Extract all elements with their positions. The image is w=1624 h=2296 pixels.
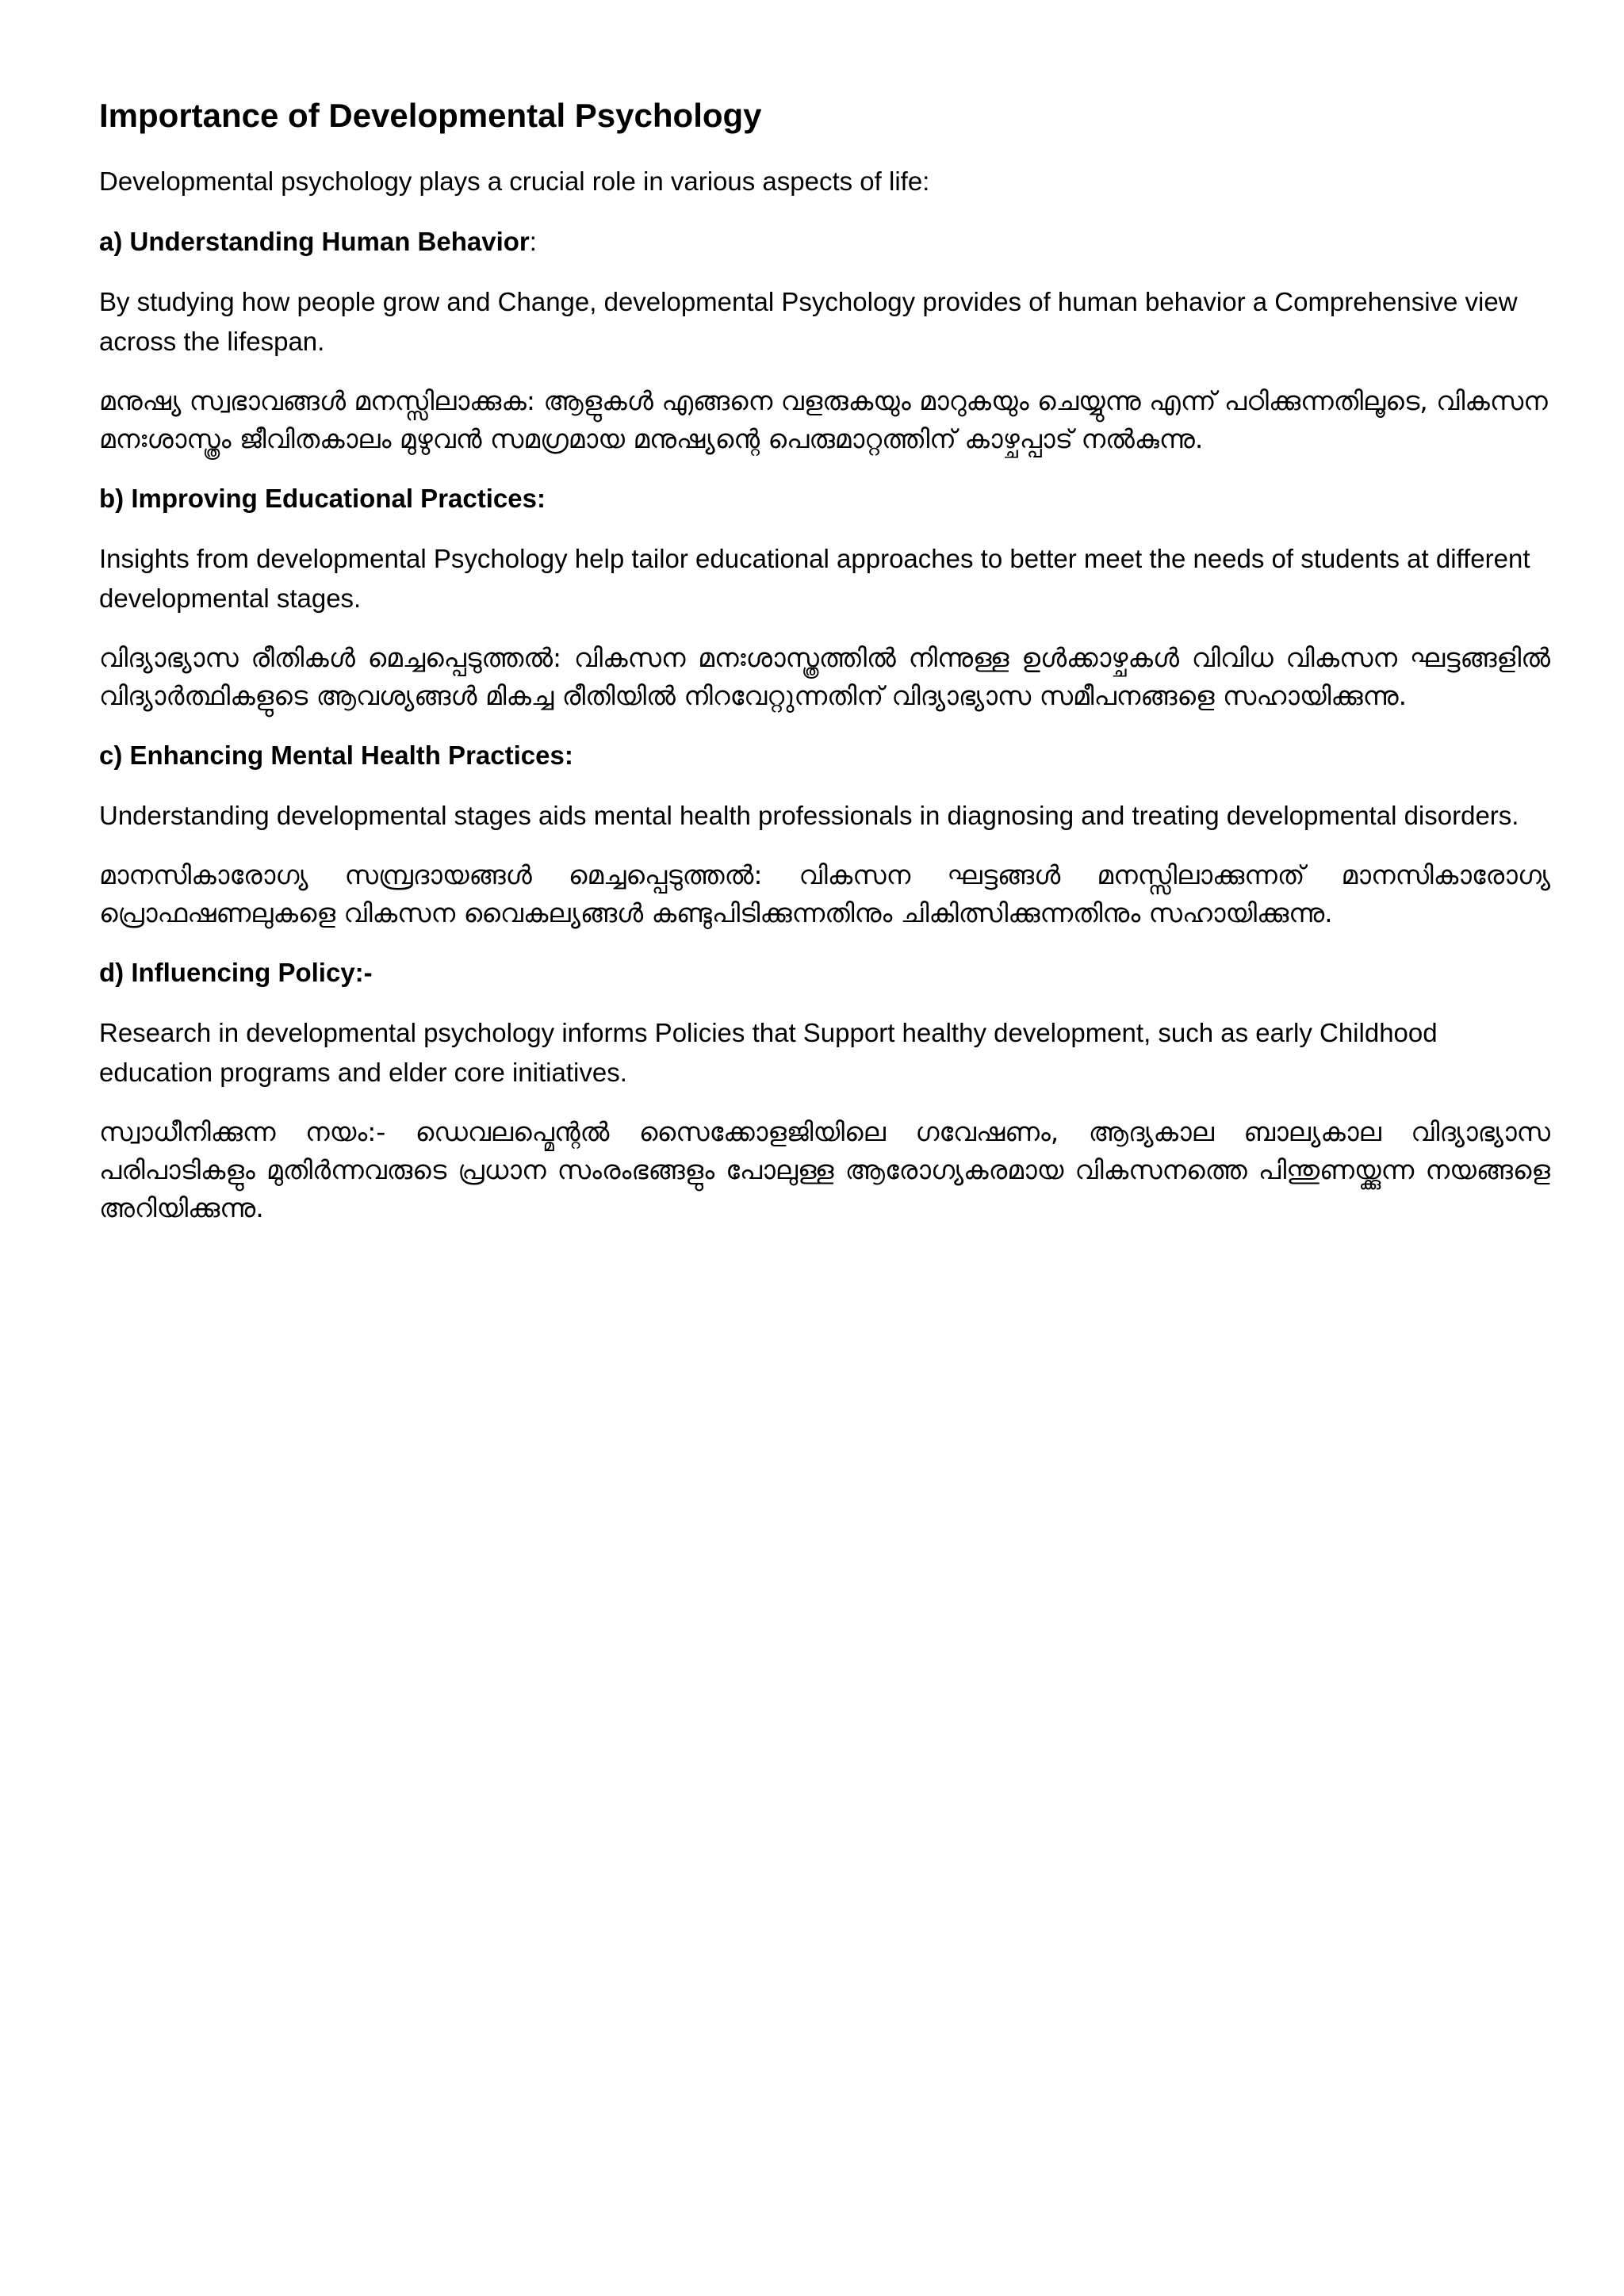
section-heading-a-suffix: : (529, 227, 537, 256)
section-d-malayalam: സ്വാധീനിക്കുന്ന നയം:- ഡെവലപ്മെന്റൽ സൈക്കോളജിയിലെ ഗവേഷണം, ആദ്യകാല ബാല്യകാല വിദ്യാഭ്യാസ പരിപാടികളും മുതിർന്നവരുടെ പ്രധാന സംരംഭങ്ങളും പോലുള്ള ആരോഗ്യകരമായ വികസനത്തെ പിന്തുണയ്ക്കുന്ന നയങ്ങളെ അറിയിക്കുന്നു. (99, 1116, 1550, 1223)
section-c-malayalam: മാനസികാരോഗ്യ സമ്പ്രദായങ്ങൾ മെച്ചപ്പെടുത്തൽ: വികസന ഘട്ടങ്ങൾ മനസ്സിലാക്കുന്നത് മാനസികാരോഗ്യ പ്രൊഫഷണലുകളെ വികസന വൈകല്യങ്ങൾ കണ്ടുപിടിക്കുന്നതിനും ചികിത്സിക്കുന്നതിനും സഹായിക്കുന്നു. (99, 859, 1550, 928)
page-title: Importance of Developmental Psychology (99, 97, 762, 134)
section-heading-b (99, 479, 1550, 519)
intro-paragraph: Developmental psychology plays a crucial role in various aspects of life: (99, 166, 930, 196)
section-heading-d (99, 953, 1550, 993)
section-c-english: Understanding developmental stages aids mental health professionals in diagnosing and treating developmental disorders. (99, 801, 1519, 830)
section-b-malayalam: വിദ്യാഭ്യാസ രീതികൾ മെച്ചപ്പെടുത്തൽ: വികസന മനഃശാസ്ത്രത്തിൽ നിന്നുള്ള ഉൾക്കാഴ്ചകൾ വിവിധ വികസന ഘട്ടങ്ങളിൽ വിദ്യാർത്ഥികളുടെ ആവശ്യങ്ങൾ മികച്ച രീതിയിൽ നിറവേറ്റുന്നതിന് വിദ്യാഭ്യാസ സമീപനങ്ങളെ സഹായിക്കുന്നു. (99, 642, 1550, 711)
section-a-english: By studying how people grow and Change, developmental Psychology provides of human behavior a Comprehensive view across the lifespan. (99, 287, 1518, 356)
section-heading-b-text: b) Improving Educational Practices: (99, 484, 546, 513)
section-heading-a (99, 222, 1550, 262)
section-b-english: Insights from developmental Psychology help tailor educational approaches to better meet the needs of students at different developmental stages. (99, 544, 1530, 613)
section-d-english: Research in developmental psychology informs Policies that Support healthy development, such as early Childhood education programs and elder core initiatives. (99, 1018, 1438, 1087)
section-a-malayalam: മനുഷ്യ സ്വഭാവങ്ങൾ മനസ്സിലാക്കുക: ആളുകൾ എങ്ങനെ വളരുകയും മാറുകയും ചെയ്യുന്നു എന്ന് പഠിക്കുന്നതിലൂടെ, വികസന മനഃശാസ്ത്രം ജീവിതകാലം മുഴുവൻ സമഗ്രമായ മനുഷ്യന്റെ പെരുമാറ്റത്തിന് കാഴ്ചപ്പാട് നൽകുന്നു. (99, 385, 1548, 454)
section-heading-c (99, 736, 1550, 775)
section-heading-a-text: a) Understanding Human Behavior (99, 227, 530, 256)
document-page (99, 94, 1550, 1248)
section-heading-c-text: c) Enhancing Mental Health Practices: (99, 740, 573, 770)
section-heading-d-text: d) Influencing Policy:- (99, 958, 373, 987)
